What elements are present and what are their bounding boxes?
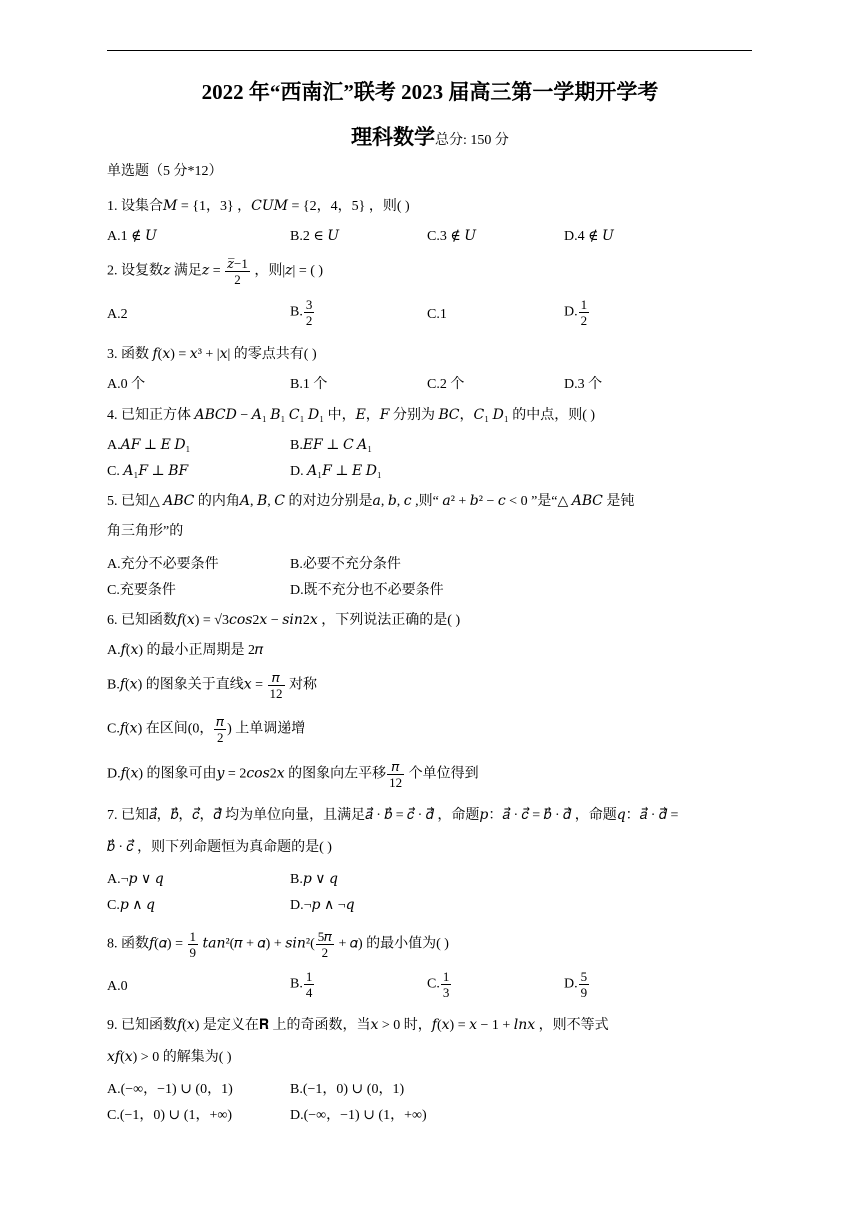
question-1-option-c: C.3 ∉ 𝑈 xyxy=(427,229,476,244)
question-9-option-c: C.(−1，0) ∪ (1，+∞) xyxy=(107,1108,232,1123)
question-8-option-d: D. $\frac{5}{9}$ xyxy=(564,969,588,1000)
question-7-option-a: A.¬𝑝 ∨ 𝑞 xyxy=(107,872,164,887)
question-6-option-a: A.𝑓(𝑥) 的最小正周期是 2𝜋 xyxy=(107,643,264,658)
question-9-stem-line1: 9. 已知函数𝑓(𝑥) 是定义在𝐑 上的奇函数，当𝑥 > 0 时，𝑓(𝑥) = 𝑥 − 1 + 𝑙𝑛𝑥 ，则不等式 xyxy=(107,1018,609,1033)
question-4-option-c: C. 𝐴₁𝐹 ⊥ 𝐵𝐹 xyxy=(107,464,189,479)
question-4-option-b: B.𝐸𝐹 ⊥ 𝐶 𝐴₁ xyxy=(290,438,373,453)
header-rule xyxy=(107,50,752,51)
question-7-option-d: D.¬𝑝 ∧ ¬𝑞 xyxy=(290,898,355,913)
question-6-option-c: C.𝑓(𝑥) 在区间(0， $\frac{\text{𝜋}}{2}$ ) 上单调递增 xyxy=(107,714,306,745)
question-5-stem-line1: 5. 已知△ 𝐴𝐵𝐶 的内角𝐴, 𝐵, 𝐶 的对边分别是𝑎, 𝑏, 𝑐 ,则“ 𝑎² + 𝑏² − 𝑐 < 0 ”是“△ 𝐴𝐵𝐶 是钝 xyxy=(107,494,635,509)
question-7-option-c: C.𝑝 ∧ 𝑞 xyxy=(107,898,156,913)
question-1-option-a: A.1 ∉ 𝑈 xyxy=(107,229,157,244)
question-8-option-c: C. $\frac{1}{3}$ xyxy=(427,969,450,1000)
question-2-option-c: C.1 xyxy=(427,307,447,322)
question-3-stem: 3. 函数 𝑓(𝑥) = 𝑥³ + |𝑥| 的零点共有( ) xyxy=(107,347,317,362)
question-5-option-d: D.既不充分也不必要条件 xyxy=(290,583,444,598)
question-4-option-d: D. 𝐴₁𝐹 ⊥ 𝐸 𝐷₁ xyxy=(290,464,382,479)
question-1-stem: 1. 设集合𝑀 = {1，3} ，𝐶𝑈𝑀 = {2，4，5} ，则( ) xyxy=(107,199,410,214)
fraction: $\frac{\text{𝑧̅−1}}{2}$ xyxy=(227,256,248,287)
exam-title: 2022 年“西南汇”联考 2023 届高三第一学期开学考 xyxy=(201,80,659,104)
question-5-stem-line2: 角三角形”的 xyxy=(107,524,184,539)
question-3-option-b: B.1 个 xyxy=(290,377,328,392)
question-9-option-a: A.(−∞，−1) ∪ (0，1) xyxy=(107,1082,233,1097)
question-4-option-a: A.𝐴𝐹 ⊥ 𝐸 𝐷₁ xyxy=(107,438,191,453)
question-8-option-a: A.0 xyxy=(107,979,128,994)
question-1-option-d: D.4 ∉ 𝑈 xyxy=(564,229,614,244)
question-6-option-d: D.𝑓(𝑥) 的图象可由𝑦 = 2𝑐𝑜𝑠2𝑥 的图象向左平移 $\frac{\text{𝜋}}{12}$ 个单位得到 xyxy=(107,759,479,790)
question-7-stem-line1: 7. 已知𝑎⃗，𝑏⃗，𝑐⃗，𝑑⃗ 均为单位向量，且满足𝑎⃗ · 𝑏⃗ = 𝑐⃗ · 𝑑⃗ ，命题𝑝：𝑎⃗ · 𝑐⃗ = 𝑏⃗ · 𝑑⃗ ，命题𝑞：𝑎⃗ · 𝑑⃗ = xyxy=(107,808,679,823)
question-9-option-d: D.(−∞，−1) ∪ (1，+∞) xyxy=(290,1108,427,1123)
question-9-stem-line2: 𝑥𝑓(𝑥) > 0 的解集为( ) xyxy=(107,1050,232,1065)
question-5-option-b: B.必要不充分条件 xyxy=(290,557,401,572)
question-1-option-b: B.2 ∈ 𝑈 xyxy=(290,229,339,244)
question-3-option-d: D.3 个 xyxy=(564,377,603,392)
exam-subtitle xyxy=(0,121,860,151)
total-score: 总分: 150 分 xyxy=(435,133,509,148)
question-2-option-b: B. $\frac{3}{2}$ xyxy=(290,297,313,328)
question-2-option-d: D. $\frac{1}{2}$ xyxy=(564,297,588,328)
question-3-option-a: A.0 个 xyxy=(107,377,146,392)
question-5-option-a: A.充分不必要条件 xyxy=(107,557,219,572)
section-label: 单选题（5 分*12） xyxy=(107,164,223,179)
question-4-stem: 4. 已知正方体 𝐴𝐵𝐶𝐷 − 𝐴₁ 𝐵₁ 𝐶₁ 𝐷₁ 中，𝐸，𝐹 分别为 𝐵𝐶，𝐶₁ 𝐷₁ 的中点，则( ) xyxy=(107,408,596,423)
question-6-option-b: B.𝑓(𝑥) 的图象关于直线𝑥 = $\frac{\text{𝜋}}{12}$ 对称 xyxy=(107,670,318,701)
subject-label: 理科数学 xyxy=(351,125,436,149)
question-9-option-b: B.(−1，0) ∪ (0，1) xyxy=(290,1082,405,1097)
question-8-stem: 8. 函数𝑓(𝛼) = $\frac{1}{9}$ 𝑡𝑎𝑛²(𝜋 + 𝛼) + 𝑠𝑖𝑛²( $\frac{\text{5𝜋}}{2}$ + 𝛼) 的最小值为( ) xyxy=(107,929,449,960)
question-5-option-c: C.充要条件 xyxy=(107,583,176,598)
question-3-option-c: C.2 个 xyxy=(427,377,465,392)
question-2-stem: 2. 设复数𝑧 满足𝑧 = $\frac{\text{𝑧̅−1}}{2}$ ，则|𝑧| = ( ) xyxy=(107,256,324,287)
question-2-option-a: A.2 xyxy=(107,307,128,322)
question-7-stem-line2: 𝑏⃗ · 𝑐⃗ ，则下列命题恒为真命题的是( ) xyxy=(107,840,332,855)
question-7-option-b: B.𝑝 ∨ 𝑞 xyxy=(290,872,339,887)
question-6-stem: 6. 已知函数𝑓(𝑥) = √3𝑐𝑜𝑠2𝑥 − 𝑠𝑖𝑛2𝑥 ，下列说法正确的是( ) xyxy=(107,613,461,628)
question-8-option-b: B. $\frac{1}{4}$ xyxy=(290,969,313,1000)
